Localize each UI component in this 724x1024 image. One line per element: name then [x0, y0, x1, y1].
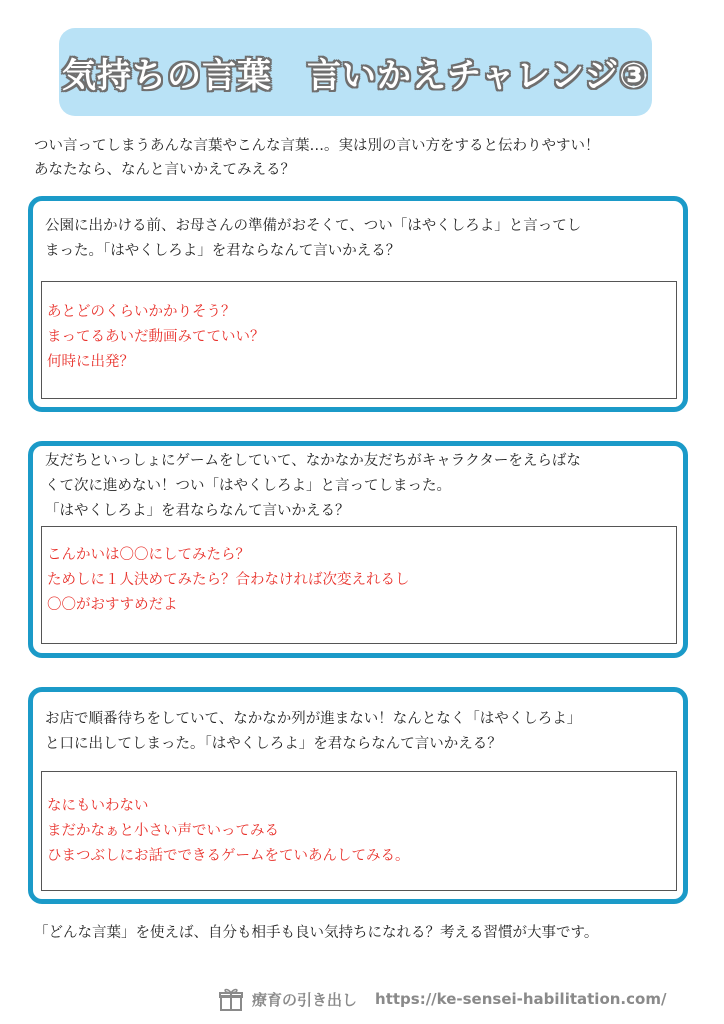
answer-line: あとどのくらいかかりそう？ — [47, 304, 236, 320]
answer-box — [41, 281, 677, 399]
answer-line: ためしに１人決めてみたら？合わなければ次変えれるし — [47, 572, 410, 588]
answer-line: まだかなぁと小さい声でいってみる — [47, 823, 279, 839]
answer-line: こんかいは〇〇にしてみたら？ — [47, 547, 250, 563]
answer-line: まってるあいだ動画みてていい？ — [47, 329, 265, 345]
footer — [218, 986, 666, 1012]
answer-line: なにもいわない — [47, 798, 149, 814]
answer-line: 〇〇がおすすめだよ — [47, 597, 178, 613]
scenario-card-3 — [28, 687, 688, 904]
page-title: 気持ちの言葉 言いかえチャレンジ③ — [61, 55, 650, 96]
closing-text: 「どんな言葉」を使えば、自分も相手も良い気持ちになれる？考える習慣が大事です。 — [34, 925, 599, 941]
answer-box — [41, 771, 677, 891]
answer-box — [41, 526, 677, 644]
answer-line: ひまつぶしにお話でできるゲームをていあんしてみる。 — [47, 848, 410, 864]
intro-text: つい言ってしまうあんな言葉やこんな言葉…。実は別の言い方をすると伝わりやすい！ あなたなら、なんと言いかえてみえる？ — [34, 138, 600, 178]
title-banner — [59, 28, 652, 116]
scenario-card-1 — [28, 196, 688, 412]
footer-brand: 療育の引き出し — [252, 990, 358, 1009]
footer-url-link[interactable]: https://ke-sensei-habilitation.com/ — [375, 990, 667, 1008]
scenario-question: 公園に出かける前、お母さんの準備がおそくて、つい「はやくしろよ」と言ってし まった。「はやくしろよ」を君ならなんて言いかえる？ — [45, 218, 582, 259]
scenario-question: お店で順番待ちをしていて、なかなか列が進まない！なんとなく「はやくしろよ」 と口に出してしまった。「はやくしろよ」を君ならなんて言いかえる？ — [45, 711, 582, 752]
scenario-question: 友だちといっしょにゲームをしていて、なかなか友だちがキャラクターをえらばな くて次に進めない！つい「はやくしろよ」と言ってしまった。 「はやくしろよ」を君ならなんて言いかえる？ — [45, 453, 581, 519]
scenario-card-2 — [28, 441, 688, 658]
gift-icon — [218, 986, 244, 1012]
answer-line: 何時に出発？ — [47, 354, 134, 370]
